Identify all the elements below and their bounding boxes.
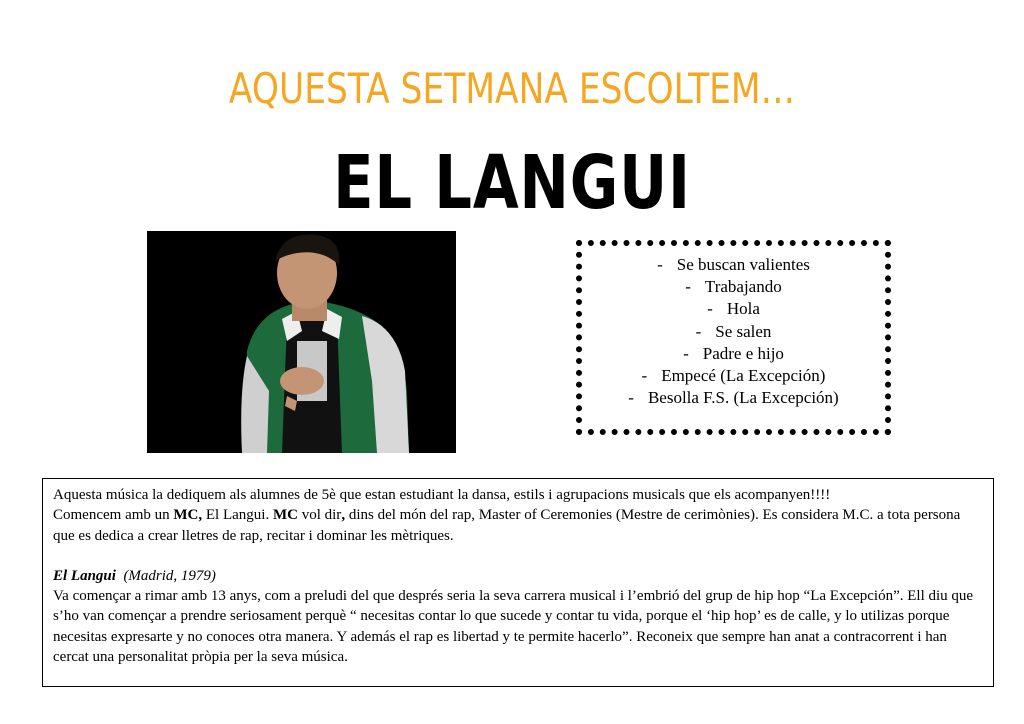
header-line: AQUESTA SETMANA ESCOLTEM… bbox=[228, 64, 796, 113]
bio-heading: El Langui (Madrid, 1979) bbox=[53, 567, 216, 584]
song-list-box bbox=[576, 240, 891, 435]
song-item: - Padre e hijo bbox=[683, 343, 784, 363]
artist-photo bbox=[147, 231, 456, 453]
description-box bbox=[42, 478, 994, 687]
intro-paragraph-2: Comencem amb un MC, El Langui. MC vol dir, dins del món del rap, Master of Ceremonies (Mestre de cerimònies). Es considera M.C. a tota persona que es dedica a crear lletres de rap, recitar i dominar les mètriques. bbox=[53, 507, 961, 544]
song-item: - Se salen bbox=[695, 321, 772, 341]
artist-name: EL LANGUI bbox=[333, 140, 691, 226]
song-item: - Trabajando bbox=[685, 277, 782, 297]
intro-paragraph-1: Aquesta música la dediquem als alumnes de 5è que estan estudiant la dansa, estils i agrupacions musicals que els acompanyen!!!! bbox=[53, 487, 831, 503]
bio-paragraph: Va començar a rimar amb 13 anys, com a preludi del que després seria la seva carrera musical i l’embrió del grup de hip hop “La Excepción”. Ell diu que s’ho van començar a prendre seriosament perquè “ necesitas contar lo que sucede y contar tu vida, porque el ‘hip hop’ es de calle, y lo utilizas porque necesitas expresarte y no conoces otra manera. Y además el rap es libertad y te permite hacerlo”. Reconeix que sempre han anat a contracorrent i han cercat una personalitat pròpia per la seva música. bbox=[53, 588, 974, 666]
song-item: - Hola bbox=[707, 299, 760, 319]
song-item: - Besolla F.S. (La Excepción) bbox=[628, 388, 839, 408]
song-list bbox=[582, 246, 885, 409]
song-item: - Se buscan valientes bbox=[657, 255, 810, 274]
song-item: - Empecé (La Excepción) bbox=[641, 366, 826, 386]
